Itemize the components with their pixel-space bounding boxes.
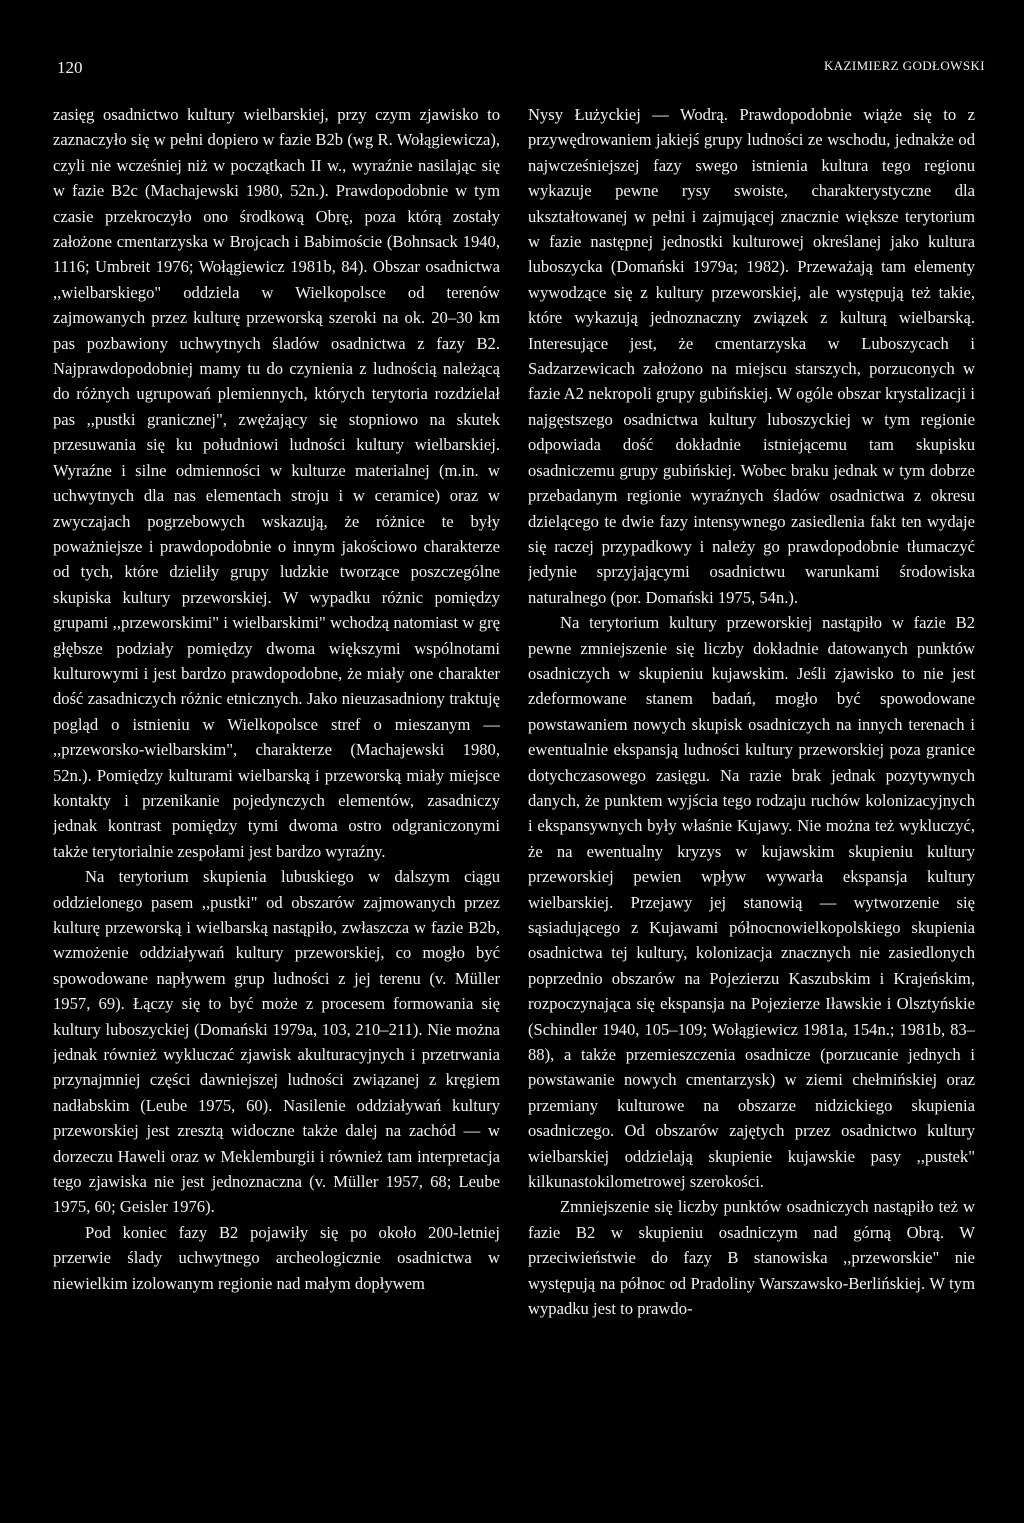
paragraph: Nysy Łużyckiej — Wodrą. Prawdopodobnie wiąże się to z przywędrowaniem jakiejś grupy ludności ze wschodu, jednakże od najwcześniejszej fazy swego istnienia kultura tego regionu wykazuje pewne rysy swoiste, charakterystyczne dla ukształtowanej w pełni i zajmującej znacznie większe terytorium w fazie następnej jednostki kulturowej określanej jako kultura luboszycka (Domański 1979a; 1982). Przeważają tam elementy wywodzące się z kultury przeworskiej, ale występują też takie, które wykazują jednoznaczny związek z kulturą wielbarską. Interesujące jest, że cmentarzyska w Luboszycach i Sadzarzewicach założono na miejscu starszych, porzuconych w fazie A2 nekropoli grupy gubińskiej. W ogóle obszar krystalizacji i najgęstszego osadnictwa kultury luboszyckiej w tym regionie odpowiada dość dokładnie istniejącemu tam skupisku osadniczemu grupy gubińskiej. Wobec braku jednak w tym dobrze przebadanym regionie wyraźnych śladów osadnictwa z okresu dzielącego te dwie fazy intensywnego zasiedlenia fakt ten wydaje się raczej przypadkowy i należy go prawdopodobnie tłumaczyć jedynie sprzyjającymi osadnictwu warunkami środowiska naturalnego (por. Domański 1975, 54n.).	[528, 105, 975, 607]
left-column	[53, 102, 500, 1482]
paragraph: Na terytorium kultury przeworskiej nastąpiło w fazie B2 pewne zmniejszenie się liczby dokładnie datowanych punktów osadniczych w skupieniu kujawskim. Jeśli zjawisko to nie jest zdeformowane stanem badań, mogło być spowodowane powstawaniem nowych skupisk osadniczych na innych terenach i ewentualnie ekspansją ludności kultury przeworskiej poza granice dotychczasowego zasięgu. Na razie brak jednak pozytywnych danych, że punktem wyjścia tego rodzaju ruchów kolonizacyjnych i ekspansywnych były właśnie Kujawy. Nie można też wykluczyć, że na ewentualny kryzys w kujawskim skupieniu kultury przeworskiej pewien wpływ wywarła ekspansja kultury wielbarskiej. Przejawy jej stanowią — wytworzenie się sąsiadującego z Kujawami północnowielkopolskiego skupienia osadnictwa tej kultury, kolonizacja znacznych nie zasiedlonych poprzednio obszarów na Pojezierzu Kaszubskim i Krajeńskim, rozpoczynająca się ekspansja na Pojezierze Iławskie i Olsztyńskie (Schindler 1940, 105–109; Wołągiewicz 1981a, 154n.; 1981b, 83–88), a także przemieszczenia osadnicze (porzucanie jednych i powstawanie nowych cmentarzysk) w ziemi chełmińskiej oraz przemiany kulturowe na obszarze nidzickiego skupienia osadniczego. Od obszarów zajętych przez osadnictwo kultury wielbarskiej oddzielają skupienie kujawskie pasy ,,pustek" kilkunastokilometrowej szerokości.	[528, 613, 975, 1192]
paragraph: zasięg osadnictwo kultury wielbarskiej, przy czym zjawisko to zaznaczyło się w pełni dopiero w fazie B2b (wg R. Wołągiewicza), czyli nie wcześniej niż w początkach II w., wyraźnie nasilając się w fazie B2c (Machajewski 1980, 52n.). Prawdopodobnie w tym czasie przekroczyło ono środkową Obrę, poza którą zostały założone cmentarzyska w Brojcach i Babimoście (Bohnsack 1940, 1116; Umbreit 1976; Wołągiewicz 1981b, 84). Obszar osadnictwa ,,wielbarskiego" oddziela w Wielkopolsce od terenów zajmowanych przez kulturę przeworską szeroki na ok. 20–30 km pas pozbawiony uchwytnych śladów osadnictwa z fazy B2. Najprawdopodobniej mamy tu do czynienia z ludnością należącą do różnych ugrupowań plemiennych, których terytoria rozdzielał pas ,,pustki granicznej", zwężający się stopniowo na skutek przesuwania się ku południowi ludności kultury wielbarskiej. Wyraźne i silne odmienności w kulturze materialnej (m.in. w uchwytnych dla nas elementach stroju i w ceramice) oraz w zwyczajach pogrzebowych wskazują, że różnice te były poważniejsze i prawdopodobnie o innym jakościowo charakterze od tych, które dzieliły grupy ludzkie tworzące poszczególne skupiska kultury przeworskiej. W wypadku różnic pomiędzy grupami ,,przeworskimi" i wielbarskimi" wchodzą natomiast w grę głębsze podziały pomiędzy dwoma większymi wspólnotami kulturowymi i jest bardzo prawdopodobne, że miały one charakter dość zasadniczych różnic etnicznych. Jako nieuzasadniony traktuję pogląd o istnieniu w Wielkopolsce stref o mieszanym — ,,przeworsko-wielbarskim", charakterze (Machajewski 1980, 52n.). Pomiędzy kulturami wielbarską i przeworską miały miejsce kontakty i przenikanie pojedynczych elementów, zasadniczy jednak kontrast pomiędzy tymi dwoma ostro odgraniczonymi także terytorialnie zespołami jest bardzo wyraźny.	[53, 105, 500, 861]
paragraph: Na terytorium skupienia lubuskiego w dalszym ciągu oddzielonego pasem ,,pustki" od obszarów zajmowanych przez kulturę przeworską i wielbarską nastąpiło, zwłaszcza w fazie B2b, wzmożenie oddziaływań kultury przeworskiej, co mogło być spowodowane napływem grup ludności z jej terenu (v. Müller 1957, 69). Łączy się to być może z procesem formowania się kultury luboszyckiej (Domański 1979a, 103, 210–211). Nie można jednak również wykluczać zjawisk akulturacyjnych i przetrwania przynajmniej części dawniejszej ludności związanej z kręgiem nadłabskim (Leube 1975, 60). Nasilenie oddziaływań kultury przeworskiej jest zresztą widoczne także dalej na zachód — w dorzeczu Haweli oraz w Meklemburgii i również tam interpretacja tego zjawiska nie jest jednoznaczna (v. Müller 1957, 68; Leube 1975, 60; Geisler 1976).	[53, 867, 500, 1217]
paragraph: Pod koniec fazy B2 pojawiły się po około 200-letniej przerwie ślady uchwytnego archeologicznie osadnictwa w niewielkim izolowanym regionie nad małym dopływem	[53, 1222, 500, 1293]
paragraph: Zmniejszenie się liczby punktów osadniczych nastąpiło też w fazie B2 w skupieniu osadniczym nad górną Obrą. W przeciwieństwie do fazy B stanowiska ,,przeworskie" nie występują na północ od Pradoliny Warszawsko-Berlińskiej. W tym wypadku jest to prawdo-	[528, 1197, 975, 1319]
page-header	[57, 58, 985, 84]
running-head-author: KAZIMIERZ GODŁOWSKI	[823, 58, 985, 73]
right-column	[528, 102, 975, 1482]
page-number: 120	[57, 58, 83, 77]
